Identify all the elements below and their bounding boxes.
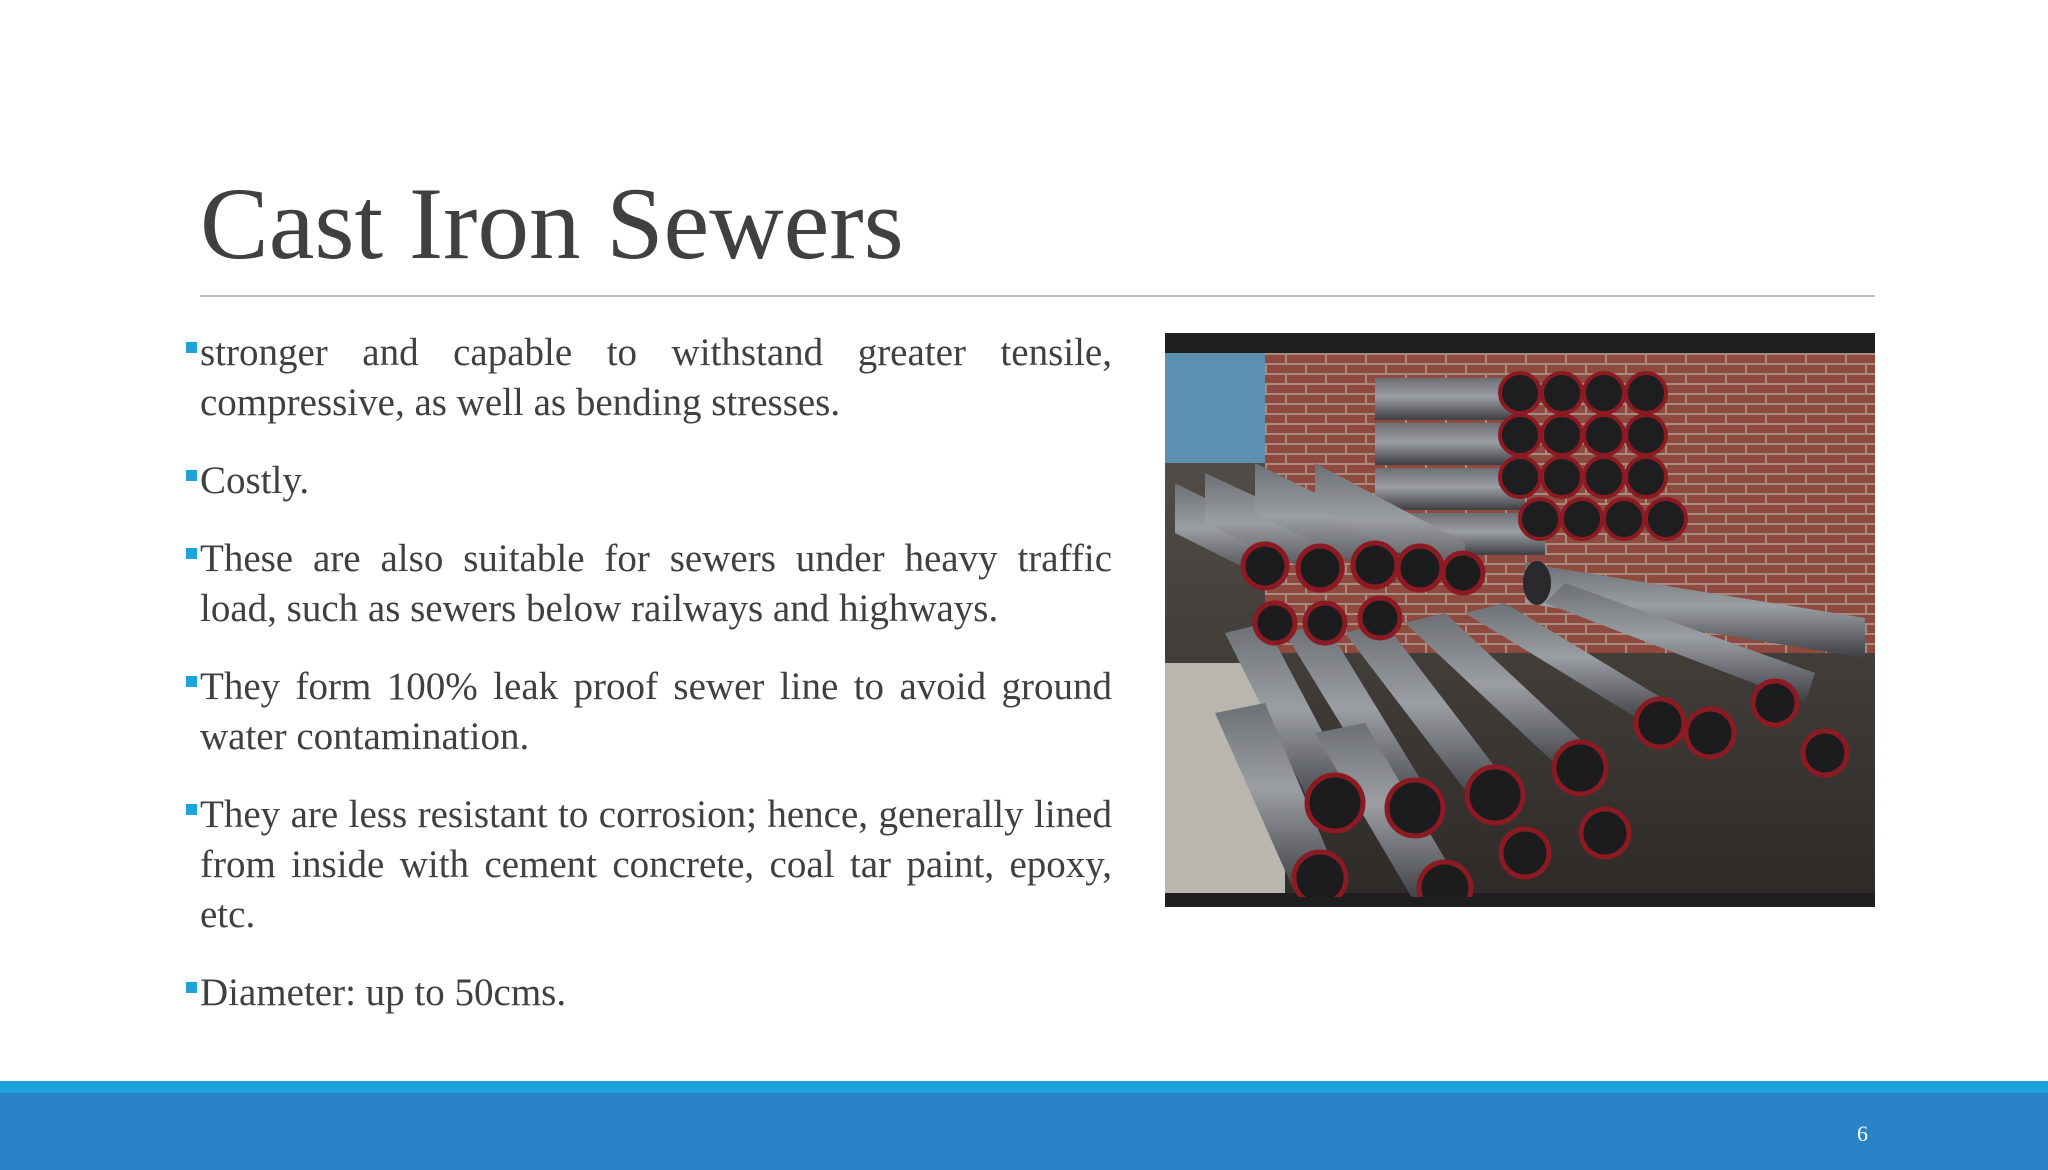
bullet-item	[186, 534, 1112, 634]
pipes-illustration	[1165, 333, 1875, 907]
footer-band	[0, 1093, 2048, 1170]
square-bullet-icon	[186, 804, 197, 815]
cast-iron-pipes-photo	[1165, 333, 1875, 907]
bullet-text: They form 100% leak proof sewer line to avoid ground water contamination.	[200, 665, 1112, 758]
bullet-text: They are less resistant to corrosion; hence, generally lined from inside with cement concrete, coal tar paint, epoxy, etc.	[200, 793, 1112, 936]
title-divider	[200, 295, 1875, 297]
square-bullet-icon	[186, 470, 197, 481]
bullet-text: Diameter: up to 50cms.	[200, 971, 567, 1014]
square-bullet-icon	[186, 342, 197, 353]
bullet-item	[186, 662, 1112, 762]
bullet-item	[186, 790, 1112, 940]
square-bullet-icon	[186, 982, 197, 993]
bullet-item	[186, 968, 1112, 1018]
footer-accent-strip	[0, 1081, 2048, 1093]
bullet-text: stronger and capable to withstand greater tensile, compressive, as well as bending stresses.	[200, 331, 1112, 424]
bullet-item	[186, 456, 1112, 506]
slide-title: Cast Iron Sewers	[200, 167, 904, 281]
square-bullet-icon	[186, 548, 197, 559]
slide-number: 6	[1857, 1121, 1868, 1146]
bullet-list	[186, 328, 1112, 1046]
bullet-text: These are also suitable for sewers under heavy traffic load, such as sewers below railways and highways.	[200, 537, 1112, 630]
bullet-text: Costly.	[200, 459, 310, 502]
bullet-item	[186, 328, 1112, 428]
square-bullet-icon	[186, 676, 197, 687]
